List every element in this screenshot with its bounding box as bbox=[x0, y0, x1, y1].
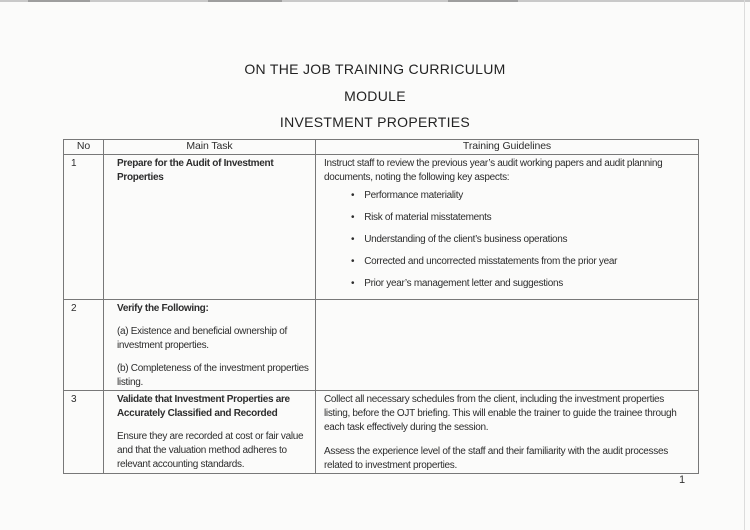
scan-edge-mark bbox=[208, 0, 282, 2]
bullet-text: Understanding of the client’s business operations bbox=[364, 234, 568, 245]
bullet-icon: • bbox=[351, 278, 355, 289]
document-subtitle-module: MODULE bbox=[344, 88, 406, 104]
task-title: Validate that Investment Properties are Accurately Classified and Recorded bbox=[117, 394, 290, 419]
curriculum-table bbox=[63, 139, 699, 474]
main-task-cell bbox=[104, 155, 316, 300]
bullet-text: Corrected and uncorrected misstatements from the prior year bbox=[364, 256, 618, 267]
scan-edge-mark bbox=[28, 0, 90, 2]
task-paragraph: (b) Completeness of the investment properties listing. bbox=[117, 363, 309, 388]
list-item bbox=[351, 277, 692, 291]
bullet-icon: • bbox=[351, 190, 355, 201]
list-item bbox=[351, 189, 692, 203]
list-item bbox=[351, 255, 692, 269]
column-header-no: No bbox=[64, 140, 104, 155]
guidelines-bullet-list bbox=[324, 189, 692, 291]
guidelines-paragraph: Assess the experience level of the staff and their familiarity with the audit processes related to investment properties. bbox=[324, 446, 668, 471]
guidelines-paragraph: Instruct staff to review the previous year’s audit working papers and audit planning documents, noting the following key aspects: bbox=[324, 158, 663, 183]
scan-edge-mark bbox=[448, 0, 518, 2]
bullet-icon: • bbox=[351, 234, 355, 245]
list-item bbox=[351, 233, 692, 247]
table-row bbox=[64, 300, 699, 391]
document-subtitle-topic: INVESTMENT PROPERTIES bbox=[279, 114, 471, 130]
bullet-icon: • bbox=[351, 256, 355, 267]
task-title: Verify the Following: bbox=[117, 303, 209, 314]
training-guidelines-cell bbox=[316, 300, 699, 391]
table-header-row bbox=[64, 140, 699, 155]
row-number: 2 bbox=[64, 300, 104, 391]
bullet-text: Performance materiality bbox=[364, 190, 463, 201]
scan-top-edge-artifact bbox=[0, 0, 750, 2]
bullet-text: Risk of material misstatements bbox=[364, 212, 492, 223]
task-paragraph: Ensure they are recorded at cost or fair value and that the valuation method adheres to relevant accounting standards. bbox=[117, 431, 304, 470]
bullet-icon: • bbox=[351, 212, 355, 223]
list-item bbox=[351, 211, 692, 225]
row-number: 3 bbox=[64, 391, 104, 474]
main-task-cell bbox=[104, 391, 316, 474]
scan-right-edge-artifact bbox=[744, 0, 745, 530]
training-guidelines-cell bbox=[316, 391, 699, 474]
task-title: Prepare for the Audit of Investment Properties bbox=[117, 158, 274, 183]
guidelines-paragraph: Collect all necessary schedules from the client, including the investment properties listing, before the OJT briefing. This will enable the trainer to guide the trainee through each task effectively during the session. bbox=[324, 394, 677, 433]
main-task-cell bbox=[104, 300, 316, 391]
bullet-text: Prior year’s management letter and suggestions bbox=[364, 278, 563, 289]
task-paragraph: (a) Existence and beneficial ownership of investment properties. bbox=[117, 326, 288, 351]
column-header-main-task: Main Task bbox=[104, 140, 316, 155]
row-number: 1 bbox=[64, 155, 104, 300]
document-title: ON THE JOB TRAINING CURRICULUM bbox=[244, 61, 506, 77]
page-number: 1 bbox=[679, 474, 686, 486]
table-row bbox=[64, 391, 699, 474]
training-guidelines-cell bbox=[316, 155, 699, 300]
table-row bbox=[64, 155, 699, 300]
column-header-training-guidelines: Training Guidelines bbox=[316, 140, 699, 155]
